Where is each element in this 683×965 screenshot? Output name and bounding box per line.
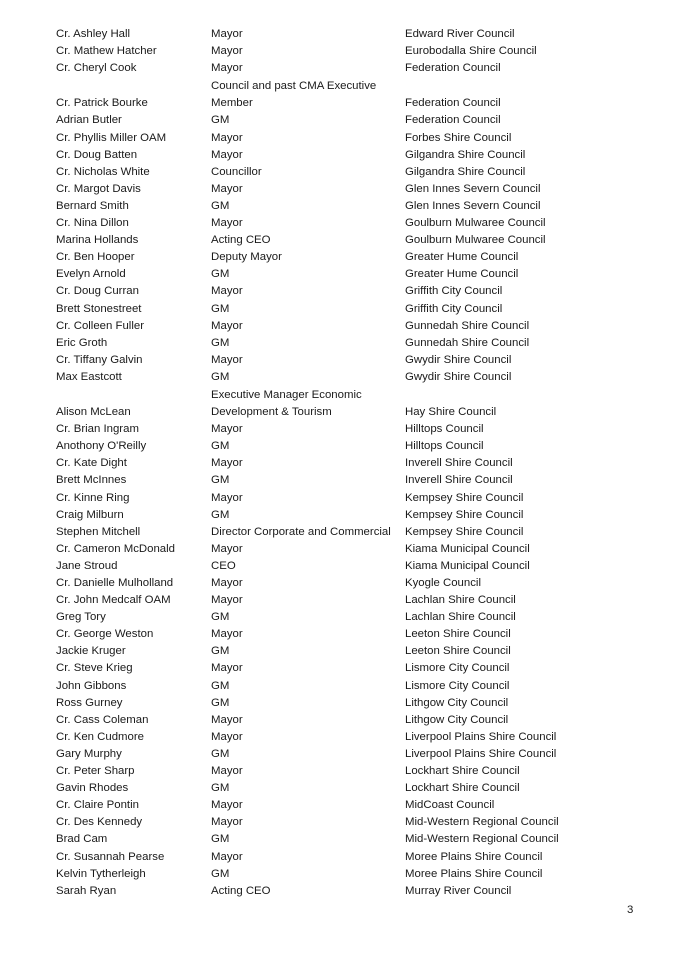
attendee-name: Max Eastcott (56, 370, 122, 383)
table-row (56, 626, 656, 643)
attendee-role: Mayor (211, 62, 243, 75)
attendee-role: Council and past CMA Executive Member (211, 80, 377, 110)
attendee-name: Cr. Susannah Pearse (56, 850, 165, 863)
table-row (56, 112, 656, 129)
table-row (56, 643, 656, 660)
table-row (56, 541, 656, 558)
attendee-name: Cr. Tiffany Galvin (56, 353, 143, 366)
table-row (56, 369, 656, 386)
attendee-role: GM (211, 370, 230, 383)
attendee-name: Gary Murphy (56, 747, 122, 760)
table-row (56, 266, 656, 283)
attendee-name: Cr. Nicholas White (56, 165, 150, 178)
table-row (56, 455, 656, 472)
attendee-council: Kempsey Shire Council (405, 525, 524, 538)
attendee-name: Ross Gurney (56, 696, 123, 709)
attendee-council: Kyogle Council (405, 577, 481, 589)
table-row (56, 558, 656, 575)
attendee-name: Jackie Kruger (56, 645, 126, 658)
attendee-council: Greater Hume Council (405, 268, 519, 281)
attendee-role: Mayor (211, 816, 243, 829)
attendee-name: Cr. Peter Sharp (56, 765, 135, 778)
attendee-role: Mayor (211, 45, 243, 58)
table-row (56, 421, 656, 438)
attendee-role: Mayor (211, 628, 243, 641)
attendee-council: Liverpool Plains Shire Council (405, 730, 557, 743)
table-row (56, 866, 656, 883)
table-row (56, 883, 656, 900)
table-row (56, 352, 656, 369)
table-row (56, 164, 656, 181)
attendee-name: Brett Stonestreet (56, 302, 142, 315)
attendee-role: GM (211, 679, 230, 692)
attendee-role: GM (211, 867, 230, 880)
attendee-council: Federation Council (405, 97, 501, 110)
attendee-council: Lockhart Shire Council (405, 765, 520, 778)
table-row (56, 283, 656, 300)
attendee-council: Goulburn Mulwaree Council (405, 217, 546, 230)
table-row (56, 507, 656, 524)
attendee-name: Cr. Ashley Hall (56, 28, 131, 40)
attendee-name: Cr. Cass Coleman (56, 713, 149, 726)
attendee-council: Lithgow City Council (405, 713, 509, 726)
attendee-council: Lachlan Shire Council (405, 594, 516, 607)
table-row (56, 318, 656, 335)
attendee-name: Anothony O'Reilly (56, 440, 147, 453)
attendee-name: Brett McInnes (56, 474, 127, 487)
table-row (56, 438, 656, 455)
table-row (56, 729, 656, 746)
table-row (56, 386, 656, 421)
table-row (56, 490, 656, 507)
attendee-role: GM (211, 833, 230, 846)
table-row (56, 660, 656, 677)
attendee-role: Acting CEO (211, 884, 271, 897)
attendee-name: Cr. Claire Pontin (56, 799, 139, 812)
attendee-name: Cr. Colleen Fuller (56, 319, 144, 332)
attendee-council: Gwydir Shire Council (405, 353, 512, 366)
table-row (56, 301, 656, 318)
table-row (56, 592, 656, 609)
attendee-council: Forbes Shire Council (405, 131, 512, 144)
attendee-role: GM (211, 268, 230, 281)
attendee-role: Mayor (211, 713, 243, 726)
table-row (56, 678, 656, 695)
attendee-name: Brad Cam (56, 833, 108, 846)
attendee-name: Cr. Mathew Hatcher (56, 45, 157, 58)
attendee-role: GM (211, 440, 230, 453)
attendee-name: Kelvin Tytherleigh (56, 867, 146, 880)
attendee-role: GM (211, 696, 230, 709)
attendee-name: Stephen Mitchell (56, 525, 141, 538)
attendee-name: Marina Hollands (56, 234, 139, 247)
attendee-council: Eurobodalla Shire Council (405, 45, 537, 58)
attendee-council: Hilltops Council (405, 423, 484, 436)
attendee-council: Lithgow City Council (405, 696, 509, 709)
attendee-name: Cr. Patrick Bourke (56, 97, 148, 110)
attendee-council: Murray River Council (405, 884, 512, 897)
attendee-role: Mayor (211, 850, 243, 863)
attendee-council: Glen Innes Severn Council (405, 182, 541, 195)
table-row (56, 77, 656, 112)
attendee-council: Kiama Municipal Council (405, 559, 530, 572)
attendee-role: CEO (211, 559, 236, 572)
attendee-council: Kempsey Shire Council (405, 491, 524, 504)
attendee-council: Leeton Shire Council (405, 628, 511, 641)
attendee-council: Federation Council (405, 114, 501, 127)
attendee-name: Cr. Phyllis Miller OAM (56, 131, 167, 144)
attendee-role: Mayor (211, 148, 243, 161)
table-row (56, 249, 656, 266)
table-row (56, 43, 656, 60)
attendee-role: GM (211, 302, 230, 315)
attendee-council: Federation Council (405, 62, 501, 75)
attendee-name: Cr. Kate Dight (56, 457, 127, 470)
attendee-role: GM (211, 199, 230, 212)
attendee-role: Mayor (211, 594, 243, 607)
attendee-name: Cr. Brian Ingram (56, 423, 139, 436)
table-row (56, 695, 656, 712)
attendee-name: Bernard Smith (56, 199, 129, 212)
attendee-council: MidCoast Council (405, 799, 495, 812)
table-row (56, 26, 656, 43)
attendee-council: Glen Innes Severn Council (405, 199, 541, 212)
attendee-council: Goulburn Mulwaree Council (405, 234, 546, 247)
attendee-name: Greg Tory (56, 611, 106, 624)
attendee-name: Eric Groth (56, 336, 108, 349)
attendee-council: Hay Shire Council (405, 406, 497, 419)
attendee-role: Mayor (211, 799, 243, 812)
attendee-role: Executive Manager Economic Development & Tourism (211, 388, 362, 419)
attendee-role: Mayor (211, 182, 243, 195)
attendee-name: John Gibbons (56, 679, 127, 692)
attendee-role: Deputy Mayor (211, 251, 282, 264)
attendee-council: Griffith City Council (405, 302, 503, 315)
attendee-council: Gilgandra Shire Council (405, 148, 526, 161)
table-row (56, 780, 656, 797)
attendee-council: Lismore City Council (405, 679, 510, 692)
attendee-role: GM (211, 645, 230, 658)
attendee-council: Lachlan Shire Council (405, 611, 516, 624)
attendee-role: Mayor (211, 28, 243, 40)
attendee-council: Gunnedah Shire Council (405, 336, 530, 349)
attendee-name: Gavin Rhodes (56, 782, 129, 795)
attendee-role: Mayor (211, 662, 243, 675)
attendee-council: Moree Plains Shire Council (405, 867, 543, 880)
table-row (56, 472, 656, 489)
attendee-table (56, 26, 656, 900)
table-row (56, 147, 656, 164)
attendee-council: Griffith City Council (405, 285, 503, 298)
attendee-name: Cr. Kinne Ring (56, 491, 130, 504)
attendee-name: Cr. Margot Davis (56, 182, 141, 195)
attendee-role: Mayor (211, 542, 243, 555)
attendee-role: Mayor (211, 765, 243, 778)
attendee-role: Mayor (211, 131, 243, 144)
attendee-council: Kempsey Shire Council (405, 508, 524, 521)
table-row (56, 797, 656, 814)
table-row (56, 814, 656, 831)
attendee-name: Evelyn Arnold (56, 268, 126, 281)
attendee-council: Lockhart Shire Council (405, 782, 520, 795)
attendee-name: Sarah Ryan (56, 884, 117, 897)
page-number: 3 (627, 904, 634, 916)
table-row (56, 130, 656, 147)
attendee-role: GM (211, 114, 230, 127)
attendee-council: Liverpool Plains Shire Council (405, 747, 557, 760)
attendee-council: Mid-Western Regional Council (405, 816, 559, 829)
attendee-name: Cr. Doug Batten (56, 148, 138, 161)
table-row (56, 232, 656, 249)
table-row (56, 575, 656, 592)
attendee-name: Cr. George Weston (56, 628, 154, 641)
attendee-council: Lismore City Council (405, 662, 510, 675)
attendee-role: Director Corporate and Commercial (211, 525, 391, 538)
attendee-council: Leeton Shire Council (405, 645, 511, 658)
attendee-role: Mayor (211, 353, 243, 366)
attendee-name: Cr. Nina Dillon (56, 217, 129, 230)
table-row (56, 763, 656, 780)
attendee-role: Councillor (211, 165, 262, 178)
table-row (56, 335, 656, 352)
table-row (56, 849, 656, 866)
attendee-council: Gunnedah Shire Council (405, 319, 530, 332)
attendee-name: Cr. Steve Krieg (56, 662, 133, 675)
attendee-council: Greater Hume Council (405, 251, 519, 264)
attendee-role: Mayor (211, 457, 243, 470)
attendee-council: Inverell Shire Council (405, 474, 513, 487)
attendee-name: Cr. Doug Curran (56, 285, 139, 298)
attendee-role: Mayor (211, 730, 243, 743)
attendee-role: Mayor (211, 423, 243, 436)
attendee-role: GM (211, 336, 230, 349)
attendee-name: Cr. John Medcalf OAM (56, 594, 171, 607)
attendee-role: GM (211, 782, 230, 795)
attendee-role: GM (211, 747, 230, 760)
attendee-council: Edward River Council (405, 28, 515, 40)
attendee-name: Cr. Ken Cudmore (56, 730, 144, 743)
attendee-name: Adrian Butler (56, 114, 122, 127)
attendee-name: Craig Milburn (56, 508, 124, 521)
table-row (56, 215, 656, 232)
attendee-council: Gwydir Shire Council (405, 370, 512, 383)
attendee-role: Mayor (211, 217, 243, 230)
attendee-role: Mayor (211, 319, 243, 332)
attendee-role: Mayor (211, 577, 243, 589)
table-row (56, 831, 656, 848)
attendee-name: Cr. Cameron McDonald (56, 542, 176, 555)
attendee-role: GM (211, 474, 230, 487)
attendee-name: Cr. Cheryl Cook (56, 62, 137, 75)
attendee-council: Inverell Shire Council (405, 457, 513, 470)
table-row (56, 60, 656, 77)
attendee-role: Acting CEO (211, 234, 271, 247)
table-row (56, 712, 656, 729)
table-row (56, 198, 656, 215)
attendee-name: Cr. Ben Hooper (56, 251, 135, 264)
table-row (56, 524, 656, 541)
attendee-role: GM (211, 611, 230, 624)
attendee-role: Mayor (211, 491, 243, 504)
table-row (56, 609, 656, 626)
attendee-role: GM (211, 508, 230, 521)
attendee-name: Alison McLean (56, 406, 131, 419)
attendee-council: Kiama Municipal Council (405, 542, 530, 555)
attendee-council: Gilgandra Shire Council (405, 165, 526, 178)
attendee-name: Cr. Des Kennedy (56, 816, 143, 829)
attendee-role: Mayor (211, 285, 243, 298)
attendee-name: Jane Stroud (56, 559, 118, 572)
attendee-name: Cr. Danielle Mulholland (56, 577, 174, 589)
table-row (56, 181, 656, 198)
table-row (56, 746, 656, 763)
attendee-council: Moree Plains Shire Council (405, 850, 543, 863)
attendee-council: Hilltops Council (405, 440, 484, 453)
attendee-council: Mid-Western Regional Council (405, 833, 559, 846)
